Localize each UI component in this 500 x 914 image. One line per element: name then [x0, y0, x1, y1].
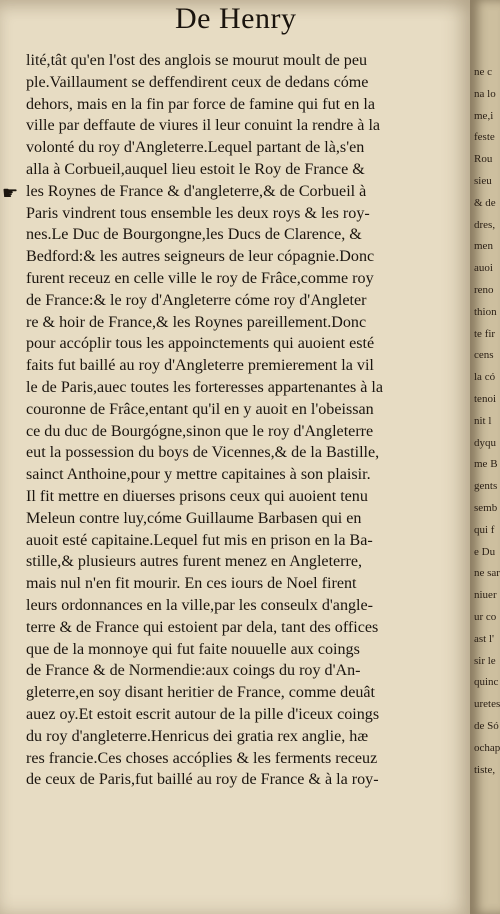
text-line: les Roynes de France & d'angleterre,& de Corbueil à: [26, 182, 367, 200]
facing-page-fragment: auoi: [474, 262, 493, 275]
facing-page-fragment: nit l: [474, 414, 492, 427]
text-line: de France & de Normendie:aux coings du roy d'An-: [26, 662, 361, 680]
facing-page-fragment: sieu: [474, 174, 492, 187]
text-line: res francie.Ces choses accóplies & les ferments receuz: [26, 749, 378, 767]
text-line: auez oy.Et estoit escrit autour de la pille d'iceux coings: [26, 705, 380, 723]
facing-page-edge: [470, 0, 500, 914]
facing-page-fragment: na lo: [474, 87, 496, 100]
text-line: stille,& plusieurs autres furent menez en Angleterre,: [26, 553, 363, 571]
text-line: auoit esté capitaine.Lequel fut mis en prison en la Ba-: [26, 531, 373, 549]
facing-page-fragment: cens: [474, 349, 494, 362]
text-line: de France:& le roy d'Angleterre cóme roy d'Angleter: [26, 291, 367, 309]
facing-page-fragment: feste: [474, 131, 495, 144]
facing-page-fragment: e Du: [474, 545, 496, 558]
text-line: du roy d'angleterre.Henricus dei gratia rex anglie, hæ: [26, 727, 369, 745]
facing-page-fragment: ast l': [474, 632, 495, 645]
facing-page-fragment: semb: [474, 501, 498, 514]
facing-page-fragment: thion: [474, 305, 497, 318]
text-line: le de Paris,auec toutes les forteresses appartenantes à la: [26, 378, 384, 396]
facing-page-fragment: me B: [474, 458, 498, 471]
text-line: nes.Le Duc de Bourgongne,les Ducs de Clarence, &: [26, 226, 362, 244]
facing-page-fragment: Rou: [474, 153, 493, 166]
facing-page-fragment: ne c: [474, 66, 493, 78]
pointing-hand-mark: ☛: [2, 183, 19, 203]
text-line: Paris vindrent tous ensemble les deux roys & les roy-: [26, 204, 370, 222]
facing-page-fragment: dyqu: [474, 436, 496, 449]
facing-page-fragment: quinc: [474, 676, 499, 689]
facing-page-fragment: & de: [474, 196, 496, 209]
body-text: [26, 50, 466, 791]
facing-page-fragment: gents: [474, 480, 498, 493]
facing-page-fragment: dres,: [474, 218, 496, 231]
running-head: De Henry: [175, 2, 297, 35]
facing-page-fragment: ne sar: [474, 567, 500, 580]
facing-page-fragment: tiste,: [474, 763, 496, 776]
text-line: que de la monnoye qui fut faite nouuelle aux coings: [26, 640, 360, 658]
facing-page-fragment: uretes: [474, 698, 500, 711]
text-line: de ceux de Paris,fut baillé au roy de France & à la roy-: [26, 771, 379, 789]
facing-page-fragment: te fir: [474, 327, 496, 340]
facing-page-fragment: sir le: [474, 654, 496, 667]
text-line: dehors, mais en la fin par force de famine qui fut en la: [26, 95, 376, 113]
text-line: eut la possession du boys de Vicennes,& de la Bastille,: [26, 444, 380, 462]
text-line: alla à Corbueil,auquel lieu estoit le Roy de France &: [26, 160, 365, 178]
facing-page-fragment: men: [474, 240, 493, 253]
facing-page-fragment: tenoi: [474, 392, 496, 405]
text-line: furent receuz en celle ville le roy de Frâce,comme roy: [26, 269, 374, 287]
text-line: Meleun contre luy,cóme Guillaume Barbasen qui en: [26, 509, 362, 527]
text-line: mais nul n'en fit mourir. En ces iours de Noel firent: [26, 575, 357, 593]
facing-page-fragment: qui f: [474, 523, 495, 536]
text-line: lité,tât qu'en l'ost des anglois se mourut moult de peu: [26, 52, 368, 69]
text-line: faits fut baillé au roy d'Angleterre premierement la vil: [26, 357, 374, 375]
facing-page-fragment: ochap: [474, 741, 500, 754]
text-line: couronne de Frâce,entant qu'il en y auoit en l'obeissan: [26, 400, 374, 418]
text-line: ville par deffaute de viures il leur conuint la rendre à la: [26, 117, 381, 135]
facing-page-fragments: [474, 62, 500, 781]
text-line: terre & de France qui estoient par dela, tant des offices: [26, 618, 379, 636]
text-line: pour accóplir tous les appoinctements qui auoient esté: [26, 335, 375, 353]
facing-page-fragment: me,i: [474, 109, 494, 122]
facing-page-fragment: reno: [474, 283, 494, 296]
text-line: re & hoir de France,& les Roynes pareillement.Donc: [26, 313, 367, 331]
text-line: volonté du roy d'Angleterre.Lequel partant de là,s'en: [26, 139, 365, 157]
text-line: Il fit mettre en diuerses prisons ceux qui auoient tenu: [26, 487, 368, 505]
text-line: sainct Anthoine,pour y mettre capitaines à son plaisir.: [26, 466, 371, 484]
text-line: Bedford:& les autres seigneurs de leur cópagnie.Donc: [26, 248, 375, 266]
facing-page-fragment: niuer: [474, 589, 497, 602]
text-line: ce du duc de Bourgógne,sinon que le roy d'Angleterre: [26, 422, 374, 440]
facing-page-fragment: de Só: [474, 719, 499, 732]
facing-page-fragment: ur co: [474, 610, 497, 623]
text-line: ple.Vaillaument se deffendirent ceux de dedans cóme: [26, 73, 369, 91]
text-line: leurs ordonnances en la ville,par les conseulx d'angle-: [26, 596, 374, 614]
facing-page-fragment: la có: [474, 371, 496, 384]
text-line: gleterre,en soy disant heritier de France, comme deuât: [26, 684, 376, 702]
